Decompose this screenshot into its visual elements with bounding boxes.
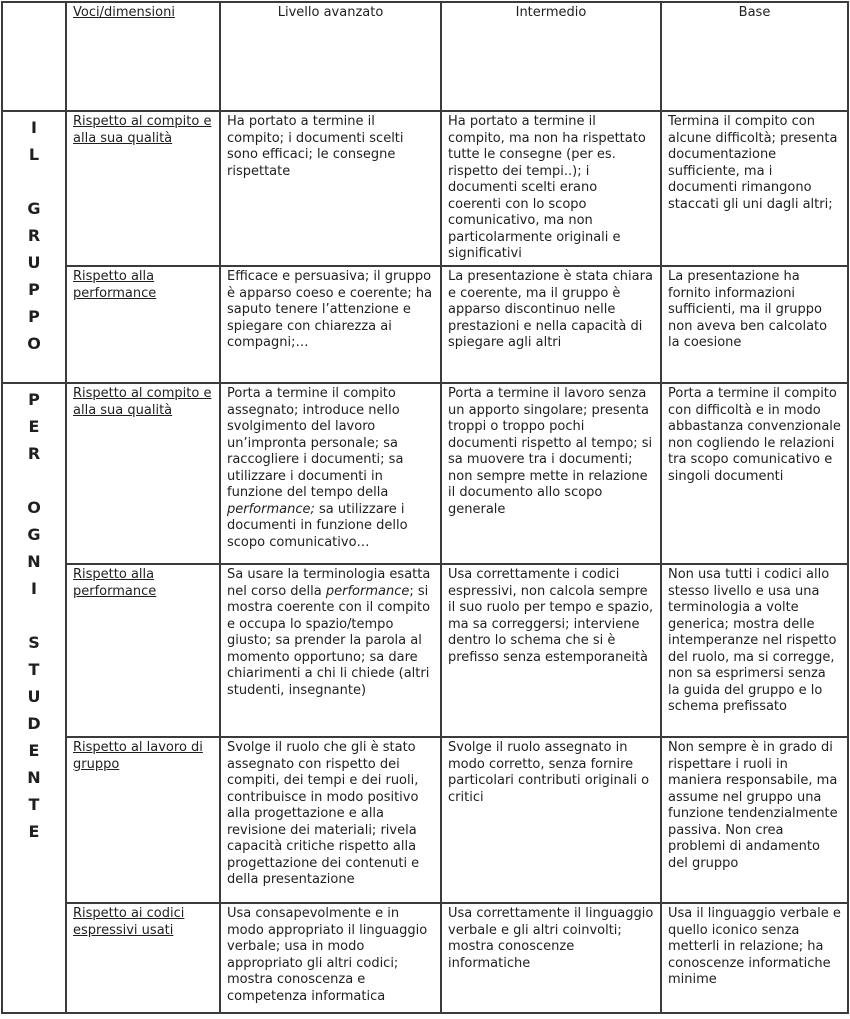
criterion-cell-avanzato: Usa consapevolmente e in modo appropriato il linguaggio verbale; usa in modo appropriato gli altri codici; mostra conoscenza e competenza informatica — [220, 903, 441, 1013]
group-letter: P — [28, 390, 40, 409]
group-letter: U — [27, 687, 41, 706]
dimension-label-cell — [66, 903, 220, 1013]
criterion-cell-intermedio: La presentazione è stata chiara e coerente, ma il gruppo è apparso discontinuo nelle prestazioni e nella capacità di spiegare agli altri — [441, 266, 661, 383]
rubric-row — [2, 111, 848, 266]
criterion-cell-base: La presentazione ha fornito informazioni sufficienti, ma il gruppo non aveva ben calcolato la coesione — [661, 266, 848, 383]
dimension-label: Rispetto al lavoro di gruppo — [73, 740, 203, 772]
criterion-cell-avanzato: Efficace e persuasiva; il gruppo è apparso coeso e coerente; ha saputo tenere l’attenzione e spiegare con chiarezza ai compagni;… — [220, 266, 441, 383]
dimension-label: Rispetto alla performance — [73, 269, 157, 301]
criterion-cell-base: Non usa tutti i codici allo stesso livello e usa una terminologia a volte generica; mostra delle intemperanze nel rispetto del ruolo, ma si corregge, non sa esprimersi senza la guida del gruppo e lo schema prefissato — [661, 564, 848, 737]
rubric-row — [2, 564, 848, 737]
group-letter: E — [28, 822, 40, 841]
criterion-cell-intermedio: Svolge il ruolo assegnato in modo corretto, senza fornire particolari contributi originali o critici — [441, 737, 661, 903]
group-letter: E — [28, 417, 40, 436]
group-letter: R — [27, 226, 41, 245]
criterion-cell-base: Usa il linguaggio verbale e quello iconico senza metterli in relazione; ha conoscenze informatiche minime — [661, 903, 848, 1013]
criterion-cell-base: Termina il compito con alcune difficoltà; presenta documentazione sufficiente, ma i documenti rimangono staccati gli uni dagli altri; — [661, 111, 848, 266]
criterion-cell-intermedio: Porta a termine il lavoro senza un apporto singolare; presenta troppi o troppo pochi documenti rispetto al tempo; si sa muovere tra i documenti; non sempre mette in relazione il documento allo scopo generale — [441, 383, 661, 564]
text-segment: Sa usare la terminologia esatta nel corso della — [227, 567, 431, 599]
criterion-cell-intermedio: Ha portato a termine il compito, ma non ha rispettato tutte le consegne (per es. rispetto dei tempi..); i documenti scelti erano coerenti con lo scopo comunicativo, ma non particolarmente originali e significativi — [441, 111, 661, 266]
group-letter: U — [27, 253, 41, 272]
corner-cell — [2, 2, 66, 111]
criterion-cell-intermedio: Usa correttamente il linguaggio verbale e gli altri coinvolti; mostra conoscenze informatiche — [441, 903, 661, 1013]
group-label-per-ogni-studente — [2, 383, 66, 1013]
group-letter: O — [27, 334, 41, 353]
group-letter: O — [27, 498, 41, 517]
column-header-livello-avanzato: Livello avanzato — [220, 2, 441, 111]
column-header-voci-dimensioni — [66, 2, 220, 111]
group-label-il-gruppo — [2, 111, 66, 383]
column-header-base: Base — [661, 2, 848, 111]
evaluation-rubric-table — [1, 1, 849, 1014]
dimension-label-cell — [66, 383, 220, 564]
dimension-label-cell — [66, 111, 220, 266]
dimension-label-cell — [66, 737, 220, 903]
dimension-label: Rispetto al compito e alla sua qualità — [73, 114, 212, 146]
criterion-cell-intermedio: Usa correttamente i codici espressivi, non calcola sempre il suo ruolo per tempo e spazio, ma sa correggersi; interviene dentro lo schema che si è prefisso senza estemporaneità — [441, 564, 661, 737]
group-letter: G — [27, 525, 41, 544]
rubric-row — [2, 266, 848, 383]
rubric-row — [2, 737, 848, 903]
dimension-label: Rispetto al compito e alla sua qualità — [73, 386, 212, 418]
group-letter: E — [28, 741, 40, 760]
criterion-cell-base: Non sempre è in grado di rispettare i ruoli in maniera responsabile, ma assume nel gruppo una funzione tendenzialmente passiva. Non crea problemi di andamento del gruppo — [661, 737, 848, 903]
rubric-row — [2, 383, 848, 564]
dimension-label: Rispetto ai codici espressivi usati — [73, 906, 185, 938]
group-letter — [9, 168, 59, 195]
rubric-row — [2, 903, 848, 1013]
group-letter: S — [28, 633, 40, 652]
italic-text-segment: performance — [325, 583, 410, 599]
criterion-cell-avanzato — [220, 564, 441, 737]
group-letter: T — [28, 660, 40, 679]
dimension-label-cell — [66, 266, 220, 383]
group-letter: L — [28, 145, 40, 164]
criterion-cell-avanzato — [220, 383, 441, 564]
text-segment: Porta a termine il compito assegnato; introduce nello svolgimento del lavoro un’impronta personale; sa raccogliere i documenti; sa utilizzare i documenti in funzione del tempo della — [227, 386, 404, 500]
group-letter: T — [28, 795, 40, 814]
group-letter: I — [31, 118, 37, 137]
voci-dimensioni-label: Voci/dimensioni — [73, 5, 175, 20]
group-letter — [9, 467, 59, 494]
group-letter — [9, 602, 59, 629]
group-letter: P — [28, 280, 40, 299]
italic-text-segment: performance; — [227, 501, 315, 517]
dimension-label-cell — [66, 564, 220, 737]
group-letter: R — [27, 444, 41, 463]
text-segment: sa utilizzare i documenti in funzione dello scopo comunicativo… — [227, 501, 408, 550]
group-letter: P — [28, 307, 40, 326]
criterion-cell-base: Porta a termine il compito con difficoltà e in modo abbastanza convenzionale non cogliendo le relazioni tra scopo comunicativo e singoli documenti — [661, 383, 848, 564]
group-letter: N — [27, 552, 41, 571]
group-letter: N — [27, 768, 41, 787]
header-row — [2, 2, 848, 111]
dimension-label: Rispetto alla performance — [73, 567, 157, 599]
group-letter: I — [31, 579, 37, 598]
text-segment: ; si mostra coerente con il compito e occupa lo spazio/tempo giusto; sa prender la parola al momento opportuno; sa dare chiarimenti a chi li chiede (altri studenti, insegnante) — [227, 583, 431, 698]
group-letter: D — [27, 714, 41, 733]
criterion-cell-avanzato: Ha portato a termine il compito; i documenti scelti sono efficaci; le consegne rispettate — [220, 111, 441, 266]
column-header-intermedio: Intermedio — [441, 2, 661, 111]
group-letter: G — [27, 199, 41, 218]
criterion-cell-avanzato: Svolge il ruolo che gli è stato assegnato con rispetto dei compiti, dei tempi e dei ruoli, contribuisce in modo positivo alla progettazione e alla revisione dei materiali; rivela capacità critiche rispetto alla progettazione dei contenuti e della presentazione — [220, 737, 441, 903]
